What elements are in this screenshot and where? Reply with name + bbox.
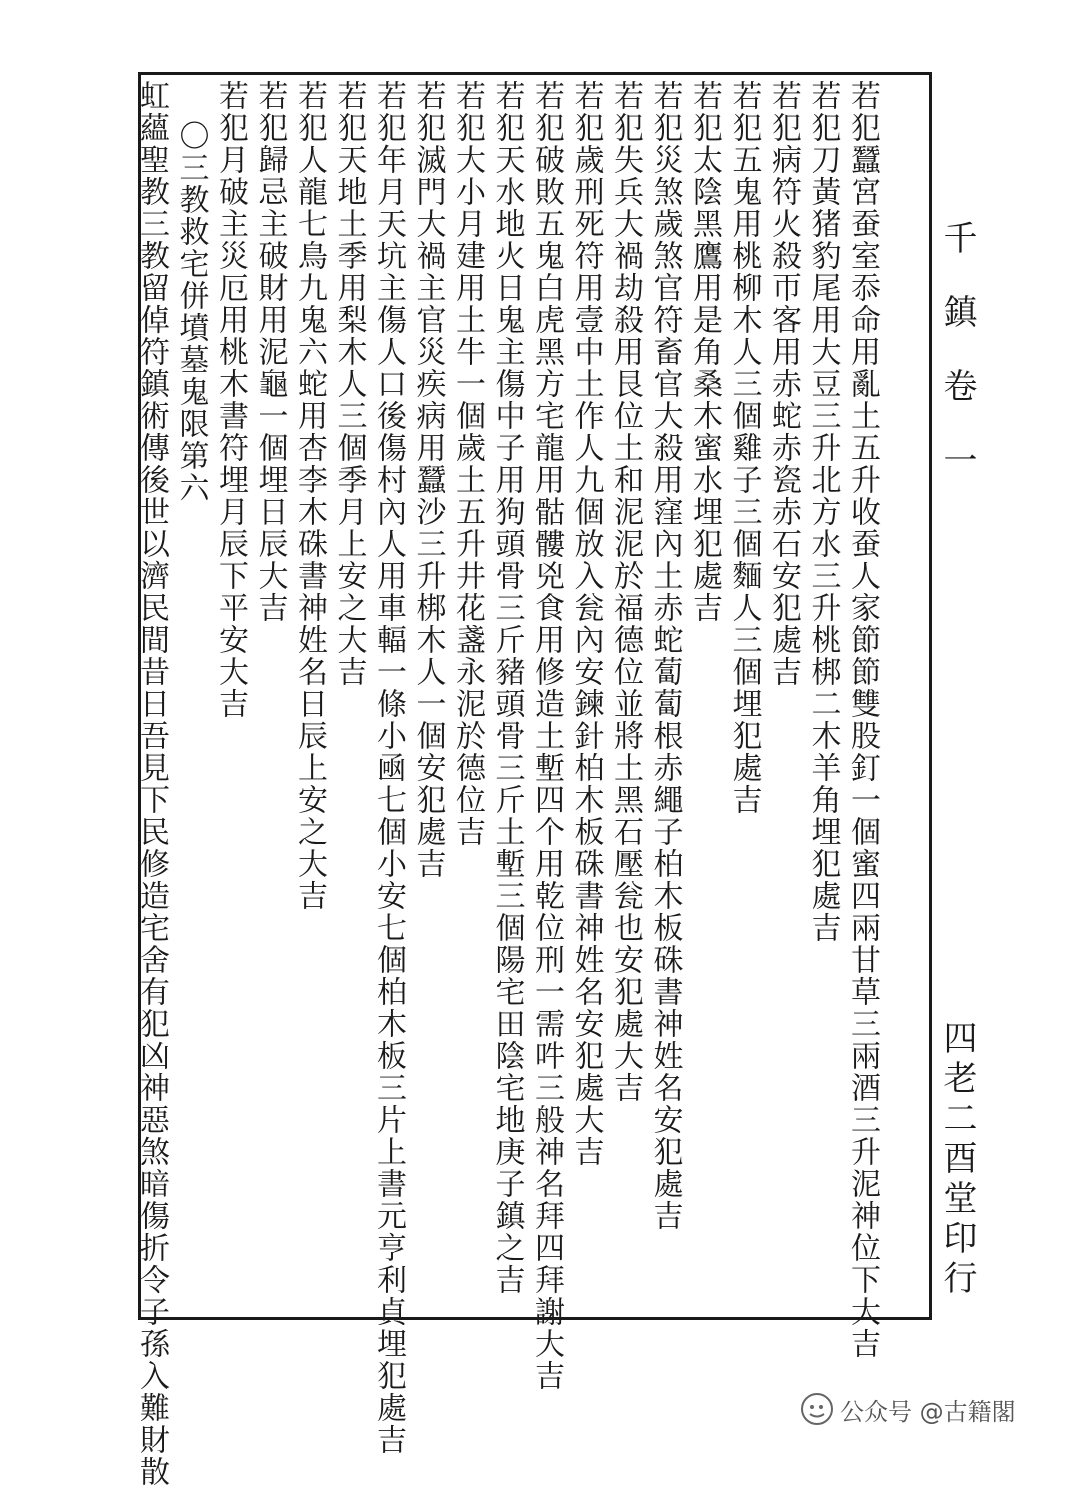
- text-column: 若犯太陰黑鷹用是角桑木蜜水埋犯處吉: [687, 80, 722, 624]
- text-column: 若犯滅門大禍主官災疾病用蠶沙三升梆木人一個安犯處吉: [410, 80, 446, 880]
- text-column: 虹蘊聖教三教留倬符鎮術傳後世以濟民間昔日吾見下民修造宅舍有犯凶神惡煞暗傷折令子孫入難財散: [134, 80, 169, 1488]
- watermark: [800, 1390, 1016, 1428]
- text-column: 若犯失兵大禍劫殺用艮位土和泥泥於福德位並將土黑石壓瓮也安犯處大吉: [608, 80, 643, 1104]
- margin-folio: 四老二酉堂印行: [937, 1020, 977, 1300]
- text-column: 若犯五鬼用桃柳木人三個雞子三個麵人三個埋犯處吉: [726, 80, 762, 816]
- text-column: 〇三教救宅併墳墓鬼限第六: [173, 120, 209, 504]
- text-column: 若犯破敗五鬼白虎黑方宅龍用骷髏兇食用修造土塹四个用乾位刑一需吽三般神名拜四拜謝大吉: [529, 80, 564, 1392]
- text-column: 若犯天地土季用梨木人三個季月上安之大吉: [331, 80, 367, 688]
- text-column: 若犯刀黃猪豹尾用大豆三升北方水三升桃梆二木羊角埋犯處吉: [805, 80, 841, 944]
- wechat-icon: [800, 1392, 834, 1426]
- text-column: 若犯人龍七鳥九鬼六蛇用杏李木硃書神姓名日辰上安之大吉: [292, 80, 327, 912]
- text-column: 若犯歸忌主破財用泥龜一個埋日辰大吉: [252, 80, 288, 624]
- text-column: 若犯歲刑死符用壹中土作人九個放入瓮內安鍊針柏木板硃書神姓名安犯處大吉: [568, 80, 604, 1168]
- margin-title: 千鎮卷一: [937, 220, 977, 516]
- text-column: 若犯年月天坑主傷人口後傷村內人用車輻一條小凾七個小安七個柏木板三片上書元亨利貞埋犯處吉: [371, 80, 406, 1456]
- watermark-text: 公众号 @古籍閣: [840, 1397, 1016, 1426]
- text-column: 若犯月破主災厄用桃木書符埋月辰下平安大吉: [213, 80, 248, 720]
- text-column: 若犯災煞歲煞官符畜官大殺用窪內土赤蛇蔔蔔根赤繩子柏木板硃書神姓名安犯處吉: [647, 80, 683, 1232]
- text-column: 若犯蠶宮蚕室忝命用亂土五升收蚕人家節節雙股釘一個蜜四兩甘草三兩酒三升泥神位下大吉: [845, 80, 880, 1360]
- text-column: 若犯天水地火日鬼主傷中子用狗頭骨三斤豬頭骨三斤土塹三個陽宅田陰宅地庚子鎮之吉: [489, 80, 525, 1296]
- text-column: 若犯大小月建用土牛一個歲土五升井花盞永泥於德位吉: [450, 80, 485, 848]
- text-column: 若犯病符火殺帀客用赤蛇赤瓷赤石安犯處吉: [766, 80, 801, 688]
